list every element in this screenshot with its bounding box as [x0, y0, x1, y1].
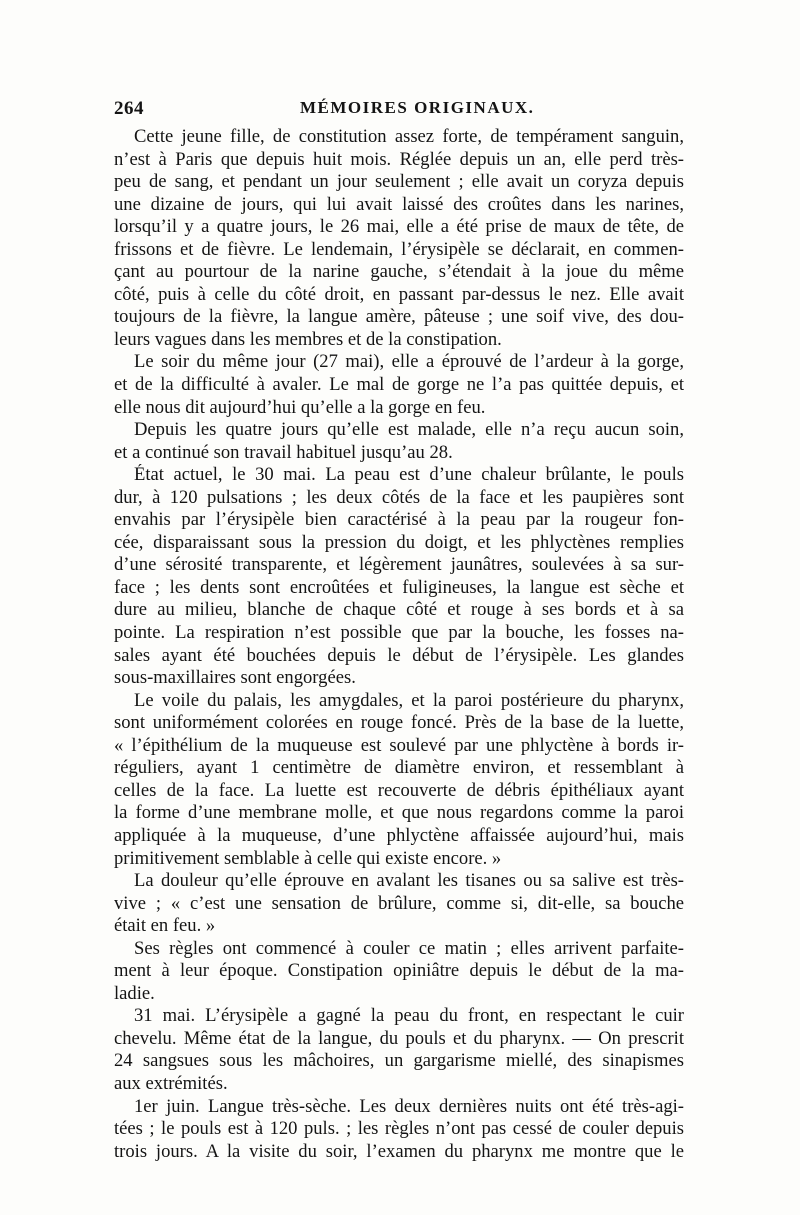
text-line: réguliers, ayant 1 centimètre de diamètre environ, et ressemblant à — [114, 757, 684, 779]
text-line: toujours de la fièvre, la langue amère, pâteuse ; une soif vive, des dou- — [114, 306, 684, 328]
text-line: celles de la face. La luette est recouverte de débris épithéliaux ayant — [114, 779, 684, 801]
text-line: ladie. — [114, 982, 155, 1004]
text-line: trois jours. A la visite du soir, l’examen du pharynx me montre que le — [114, 1140, 684, 1162]
text-line: était en feu. » — [114, 915, 216, 937]
text-line: appliquée à la muqueuse, d’une phlyctène affaissée aujourd’hui, mais — [114, 824, 684, 846]
text-line: ment à leur époque. Constipation opiniâtre depuis le début de la ma- — [114, 960, 684, 982]
text-line: « l’épithélium de la muqueuse est soulevé par une phlyctène à bords ir- — [114, 734, 684, 756]
text-line: et de la difficulté à avaler. Le mal de gorge ne l’a pas quittée depuis, et — [114, 374, 684, 396]
running-head — [114, 98, 684, 124]
body-text — [114, 126, 684, 1163]
text-line: frissons et de fièvre. Le lendemain, l’érysipèle se déclarait, en commen- — [114, 238, 684, 260]
page-number: 264 — [114, 98, 144, 119]
text-line: 24 sangsues sous les mâchoires, un gargarisme miellé, des sinapismes — [114, 1050, 684, 1072]
text-line: lorsqu’il y a quatre jours, le 26 mai, elle a été prise de maux de tête, de — [114, 216, 684, 238]
text-line: leurs vagues dans les membres et de la constipation. — [114, 328, 502, 350]
text-line: et a continué son travail habituel jusqu’au 28. — [114, 441, 453, 463]
text-line: sous-maxillaires sont engorgées. — [114, 667, 356, 689]
running-title: MÉMOIRES ORIGINAUX. — [300, 98, 535, 117]
text-line: elle nous dit aujourd’hui qu’elle a la gorge en feu. — [114, 396, 486, 418]
text-line: Le soir du même jour (27 mai), elle a éprouvé de l’ardeur à la gorge, — [134, 351, 684, 373]
text-line: cée, disparaissant sous la pression du doigt, et les phlyctènes remplies — [114, 531, 684, 553]
text-line: 31 mai. L’érysipèle a gagné la peau du front, en respectant le cuir — [134, 1005, 684, 1027]
text-line: tées ; le pouls est à 120 puls. ; les règles n’ont pas cessé de couler depuis — [114, 1118, 684, 1140]
text-line: n’est à Paris que depuis huit mois. Réglée depuis un an, elle perd très- — [114, 148, 684, 170]
text-line: Cette jeune fille, de constitution assez forte, de tempérament sanguin, — [134, 126, 684, 147]
text-line: face ; les dents sont encroûtées et fuligineuses, la langue est sèche et — [114, 576, 684, 598]
text-line: côté, puis à celle du côté droit, en passant par-dessus le nez. Elle avait — [114, 283, 684, 305]
text-line: sont uniformément colorées en rouge foncé. Près de la base de la luette, — [114, 712, 684, 734]
text-line: aux extrémités. — [114, 1072, 228, 1094]
text-line: d’une sérosité transparente, et légèrement jaunâtres, soulevées à sa sur- — [114, 554, 684, 576]
text-line: État actuel, le 30 mai. La peau est d’une chaleur brûlante, le pouls — [134, 464, 684, 486]
text-line: envahis par l’érysipèle bien caractérisé à la peau par la rougeur fon- — [114, 509, 684, 531]
text-line: la forme d’une membrane molle, et que nous regardons comme la paroi — [114, 802, 684, 824]
text-line: Ses règles ont commencé à couler ce matin ; elles arrivent parfaite- — [134, 937, 684, 959]
text-line: une dizaine de jours, qui lui avait laissé des croûtes dans les narines, — [114, 193, 684, 215]
text-line: La douleur qu’elle éprouve en avalant les tisanes ou sa salive est très- — [134, 870, 684, 892]
text-line: pointe. La respiration n’est possible que par la bouche, les fosses na- — [114, 622, 684, 644]
text-line: vive ; « c’est une sensation de brûlure, comme si, dit-elle, sa bouche — [114, 892, 684, 914]
text-line: chevelu. Même état de la langue, du pouls et du pharynx. — On prescrit — [114, 1027, 684, 1049]
text-line: 1er juin. Langue très-sèche. Les deux dernières nuits ont été très-agi- — [134, 1095, 684, 1117]
text-line: primitivement semblable à celle qui existe encore. » — [114, 847, 502, 869]
text-line: dur, à 120 pulsations ; les deux côtés de la face et les paupières sont — [114, 486, 684, 508]
text-line: sales ayant été bouchées depuis le début de l’érysipèle. Les glandes — [114, 644, 684, 666]
text-line: Depuis les quatre jours qu’elle est malade, elle n’a reçu aucun soin, — [134, 419, 684, 441]
text-line: Le voile du palais, les amygdales, et la paroi postérieure du pharynx, — [134, 689, 684, 711]
text-line: peu de sang, et pendant un jour seulement ; elle avait un coryza depuis — [114, 171, 684, 193]
text-line: çant au pourtour de la narine gauche, s’étendait à la joue du même — [114, 261, 684, 283]
text-line: dure au milieu, blanche de chaque côté et rouge à ses bords et à sa — [114, 599, 684, 621]
